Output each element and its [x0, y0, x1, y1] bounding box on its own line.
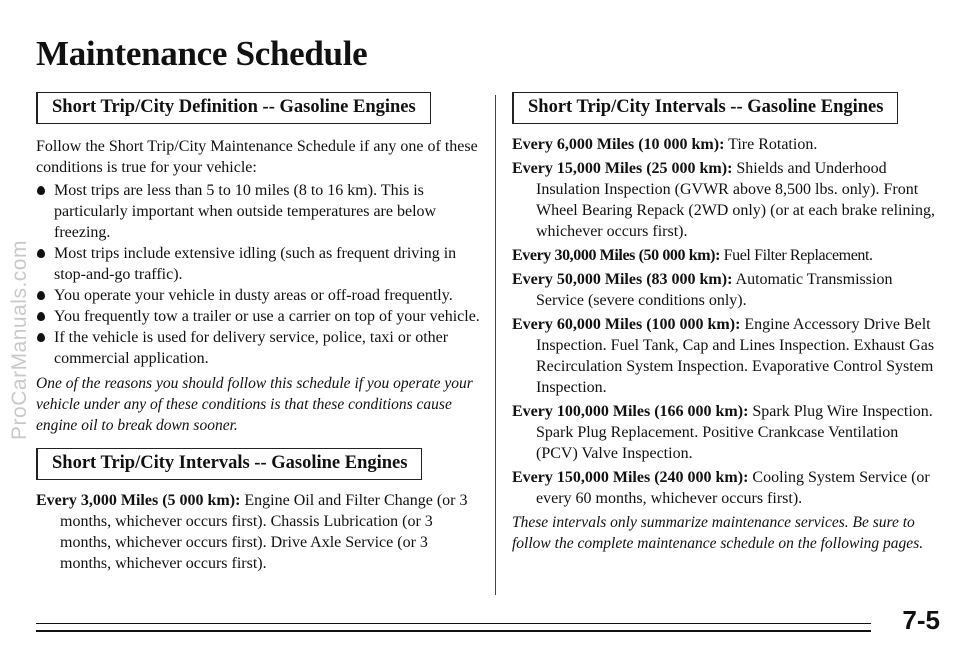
interval-entry	[512, 134, 940, 155]
interval-text: Engine Accessory Drive Belt Inspection. Fuel Tank, Cap and Lines Inspection. Exhaust Gas Recirculation System Inspection. Evaporative Control System Inspection.	[536, 316, 935, 396]
interval-lead: Every 100,000 Miles (166 000 km):	[512, 403, 749, 420]
interval-text: Cooling System Service (or every 60 months, whichever occurs first).	[536, 469, 930, 507]
interval-entry	[36, 490, 480, 574]
condition-text: If the vehicle is used for delivery service, police, taxi or other commercial application.	[54, 329, 449, 367]
conditions-list	[36, 180, 480, 369]
watermark	[2, 130, 38, 550]
interval-lead: Every 6,000 Miles (10 000 km):	[512, 136, 725, 153]
interval-entry	[512, 269, 940, 311]
list-item	[36, 180, 480, 243]
interval-entry	[512, 467, 940, 509]
footer-rule-thin	[36, 623, 871, 624]
list-item	[36, 327, 480, 369]
intervals-heading-left: Short Trip/City Intervals -- Gasoline Engines	[36, 448, 422, 480]
bullet-icon	[37, 249, 45, 258]
column-divider	[495, 95, 496, 595]
condition-text: Most trips include extensive idling (such as frequent driving in stop-and-go traffic).	[54, 245, 457, 283]
interval-text: Engine Oil and Filter Change (or 3 months, whichever occurs first). Chassis Lubrication (or 3 months, whichever occurs first). Drive Axle Service (or 3 months, whichever occurs first).	[60, 492, 468, 572]
interval-lead: Every 150,000 Miles (240 000 km):	[512, 469, 749, 486]
condition-text: You operate your vehicle in dusty areas or off-road frequently.	[54, 287, 453, 304]
left-column	[36, 92, 480, 577]
summary-note: These intervals only summarize maintenance services. Be sure to follow the complete maintenance schedule on the following pages.	[512, 514, 924, 552]
interval-lead: Every 30,000 Miles (50 000 km):	[512, 247, 721, 264]
intervals-list	[512, 134, 940, 509]
interval-text: Automatic Transmission Service (severe conditions only).	[536, 271, 893, 309]
interval-text: Shields and Underhood Insulation Inspection (GVWR above 8,500 lbs. only). Front Wheel Bearing Repack (2WD only) (or at each brake relining, whichever occurs first).	[536, 160, 935, 240]
page-title: Maintenance Schedule	[36, 34, 368, 73]
list-item	[36, 285, 480, 306]
intro-paragraph: Follow the Short Trip/City Maintenance Schedule if any one of these conditions is true for your vehicle:	[36, 138, 478, 176]
bullet-icon	[37, 333, 45, 342]
interval-lead: Every 60,000 Miles (100 000 km):	[512, 316, 741, 333]
bullet-icon	[37, 312, 45, 321]
interval-lead: Every 50,000 Miles (83 000 km):	[512, 271, 733, 288]
definition-heading: Short Trip/City Definition -- Gasoline Engines	[36, 92, 431, 124]
interval-text: Fuel Filter Replacement.	[723, 247, 873, 264]
watermark-text: ProCarManuals.com	[8, 240, 31, 440]
bullet-icon	[37, 291, 45, 300]
intervals-heading-right: Short Trip/City Intervals -- Gasoline Engines	[512, 92, 898, 124]
list-item	[36, 243, 480, 285]
condition-text: You frequently tow a trailer or use a carrier on top of your vehicle.	[54, 308, 480, 325]
interval-lead: Every 3,000 Miles (5 000 km):	[36, 492, 241, 509]
reason-note: One of the reasons you should follow this schedule if you operate your vehicle under any of these conditions is that these conditions cause engine oil to break down sooner.	[36, 375, 473, 434]
page-number: 7-5	[902, 605, 940, 635]
condition-text: Most trips are less than 5 to 10 miles (8 to 16 km). This is particularly important when outside temperatures are below freezing.	[54, 182, 437, 241]
interval-entry	[512, 158, 940, 242]
bullet-icon	[37, 186, 45, 195]
footer-rule	[36, 630, 871, 632]
interval-text: Spark Plug Wire Inspection. Spark Plug Replacement. Positive Crankcase Ventilation (PCV) Valve Inspection.	[536, 403, 933, 462]
list-item	[36, 306, 480, 327]
right-column	[512, 92, 940, 554]
interval-entry	[512, 245, 940, 266]
interval-text: Tire Rotation.	[728, 136, 818, 153]
interval-lead: Every 15,000 Miles (25 000 km):	[512, 160, 733, 177]
interval-entry	[512, 401, 940, 464]
interval-entry	[512, 314, 940, 398]
